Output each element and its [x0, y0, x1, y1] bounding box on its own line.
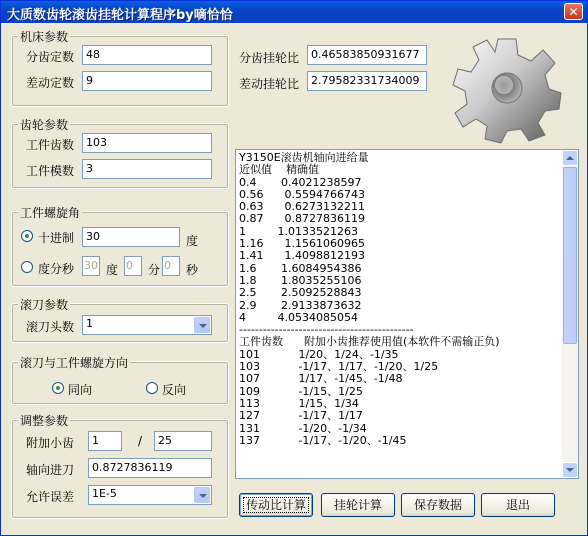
hob-starts-select[interactable] [82, 315, 212, 335]
degree-unit-label: 度 [106, 263, 119, 277]
same-direction-label[interactable]: 同向 [68, 383, 93, 397]
helix-angle-legend: 工件螺旋角 [20, 206, 81, 220]
helix-direction-legend: 滚刀与工件螺旋方向 [20, 356, 129, 370]
output-scrollbar[interactable] [562, 150, 578, 478]
axial-feed-label: 轴向进刀 [26, 463, 75, 477]
output-textarea[interactable] [235, 149, 579, 479]
gear-calc-label: 挂轮计算 [333, 498, 382, 512]
decimal-angle-input[interactable]: 30 [82, 227, 180, 247]
helix-angle-group [11, 206, 229, 287]
chevron-down-icon[interactable] [194, 317, 210, 333]
teeth-input[interactable]: 103 [82, 133, 212, 153]
teeth-label: 工件齿数 [26, 138, 75, 152]
output-text: Y3150E滚齿机轴向进给量 近似值 精确值 0.4 0.4021238597 0.56 0.5594766743 0.63 0.6273132211 0.87 0.8727836119 1 1.0133521263 1.16 1.1561060965 1.41 1.4098812193 1.6 1.6084954386 1.8 1.8035255106 2.5 2.5092528843 2.9 2.9133873632 4 4.0534085054 -------------------------------------------- 工件齿数 附加小齿推荐使用值(本软件不需输正负) 101 1/20、1/24、-1/35 103 -1/17、1/17、-1/20、1/25 107 1/17、-1/45、-1/48 109 -1/15、1/25 113 1/15、1/34 127 -1/17、1/17 131 -1/20、-1/34 137 -1/17、-1/20、-1/45 [239, 151, 500, 447]
close-button[interactable]: ✕ [564, 3, 583, 20]
machine-params-legend: 机床参数 [20, 30, 69, 44]
chevron-down-icon[interactable] [194, 487, 210, 503]
hob-params-legend: 滚刀参数 [20, 298, 69, 312]
tolerance-select[interactable] [88, 485, 212, 505]
diff-const-input[interactable]: 9 [82, 71, 212, 91]
diff-ratio-label: 差动挂轮比 [239, 77, 300, 91]
ratio-calc-button[interactable] [239, 493, 313, 517]
extra-gear-denominator-input[interactable]: 25 [154, 431, 212, 451]
hob-starts-value: 1 [86, 317, 93, 330]
decimal-label[interactable]: 十进制 [38, 231, 75, 245]
ratio-calc-label: 传动比计算 [243, 497, 309, 513]
minute-unit-label: 分 [148, 263, 161, 277]
exit-button[interactable] [481, 493, 555, 517]
save-data-label: 保存数据 [413, 498, 462, 512]
index-const-label: 分齿定数 [26, 50, 75, 64]
extra-gear-label: 附加小齿 [26, 436, 75, 450]
dms-radio[interactable] [21, 261, 33, 273]
dms-label[interactable]: 度分秒 [38, 262, 75, 276]
opposite-direction-label[interactable]: 反向 [162, 383, 187, 397]
exit-label: 退出 [505, 498, 530, 512]
minute-input[interactable]: 0 [124, 256, 142, 276]
helix-direction-group [11, 356, 229, 405]
window-title: 大质数齿轮滚齿挂轮计算程序by嘀恰恰 [7, 8, 233, 23]
hob-starts-label: 滚刀头数 [26, 320, 75, 334]
tolerance-label: 允许误差 [26, 490, 75, 504]
extra-gear-numerator-input[interactable]: 1 [88, 431, 122, 451]
second-input[interactable]: 0 [162, 256, 180, 276]
adjust-params-group [11, 414, 229, 519]
second-unit-label: 秒 [186, 263, 199, 277]
gear-calc-button[interactable] [321, 493, 395, 517]
decimal-radio[interactable] [21, 230, 33, 242]
scroll-up-icon[interactable] [562, 150, 578, 166]
diff-ratio-output[interactable]: 2.79582331734009 [307, 71, 427, 91]
module-input[interactable]: 3 [82, 159, 212, 179]
hob-params-group [11, 298, 229, 343]
opposite-direction-radio[interactable] [146, 382, 158, 394]
gear-params-legend: 齿轮参数 [20, 118, 69, 132]
diff-const-label: 差动定数 [26, 76, 75, 90]
adjust-params-legend: 调整参数 [20, 414, 69, 428]
module-label: 工件模数 [26, 164, 75, 178]
axial-feed-input[interactable]: 0.8727836119 [88, 458, 212, 478]
title-bar[interactable] [1, 1, 587, 23]
save-data-button[interactable] [401, 493, 475, 517]
gear-logo-icon [449, 33, 565, 145]
machine-params-group [11, 30, 229, 107]
decimal-unit-label: 度 [186, 234, 199, 248]
index-ratio-label: 分齿挂轮比 [239, 51, 300, 65]
same-direction-radio[interactable] [52, 382, 64, 394]
degree-input[interactable]: 30 [82, 256, 100, 276]
scroll-down-icon[interactable] [562, 462, 578, 478]
index-ratio-output[interactable]: 0.46583850931677 [307, 45, 427, 65]
tolerance-value: 1E-5 [92, 487, 117, 500]
index-const-input[interactable]: 48 [82, 45, 212, 65]
scroll-thumb[interactable] [563, 167, 577, 344]
fraction-slash: / [138, 434, 143, 448]
gear-params-group [11, 118, 229, 189]
